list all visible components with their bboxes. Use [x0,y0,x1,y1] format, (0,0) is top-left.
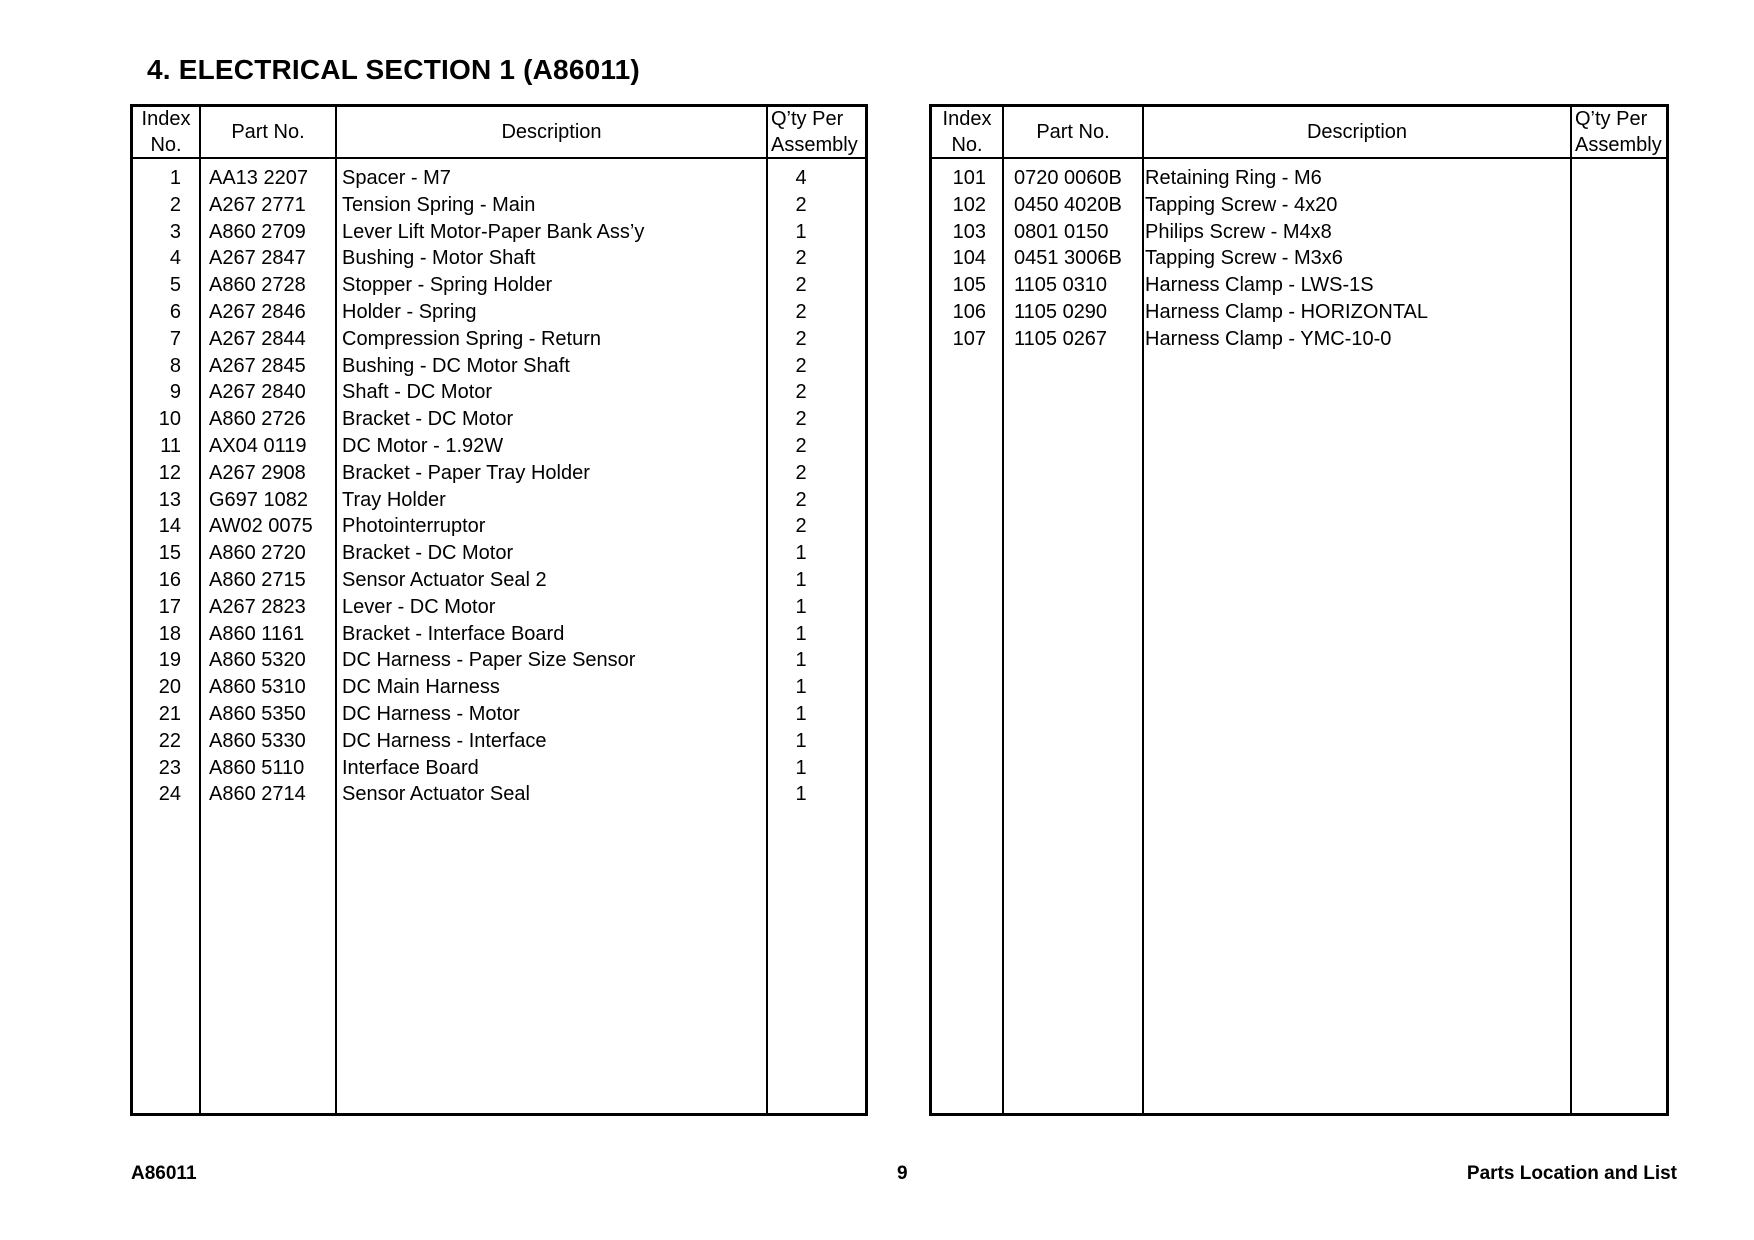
index-cell: 22 [158,729,181,752]
qty-cell: 2 [795,354,807,377]
part-no-cell: A267 2823 [209,595,306,618]
table-row [133,192,865,219]
table-row [133,755,865,782]
index-cell: 5 [169,274,181,297]
qty-cell: 1 [795,622,807,645]
header-index: Index No. [942,108,992,156]
table-row [932,245,1666,272]
part-no-cell: A860 2715 [209,568,306,591]
description-cell: Bracket - DC Motor [342,542,514,565]
qty-cell: 2 [795,461,807,484]
part-no-cell: A860 2714 [209,783,306,806]
qty-cell: 2 [795,408,807,431]
part-no-cell: A267 2771 [209,193,306,216]
index-cell: 10 [158,408,181,431]
table-row [133,513,865,540]
part-no-cell: AX04 0119 [209,434,307,457]
qty-cell: 1 [795,568,807,591]
part-no-cell: A860 1161 [209,622,305,645]
index-cell: 103 [952,220,986,243]
table-row [133,594,865,621]
description-cell: Spacer - M7 [342,167,451,189]
description-cell: Shaft - DC Motor [342,381,493,404]
qty-cell: 2 [795,193,807,216]
part-no-cell: 1105 0267 [1014,327,1108,350]
qty-cell: 1 [795,595,807,618]
description-cell: DC Motor - 1.92W [342,434,504,457]
table-row [133,379,865,406]
index-cell: 15 [158,542,181,565]
footer-section-title: Parts Location and List [1466,1163,1677,1184]
part-no-cell: A267 2847 [209,247,306,270]
part-no-cell: A267 2844 [209,327,306,350]
qty-cell: 1 [795,649,807,672]
table-row [133,567,865,594]
qty-cell: 1 [795,220,807,243]
description-cell: Tapping Screw - M3x6 [1145,247,1343,270]
index-cell: 20 [158,676,181,699]
description-cell: Compression Spring - Return [342,327,601,350]
index-cell: 6 [169,300,181,323]
description-cell: Lever Lift Motor-Paper Bank Ass’y [342,220,645,243]
index-cell: 7 [169,327,181,350]
part-no-cell: A860 2726 [209,408,306,431]
description-cell: DC Harness - Paper Size Sensor [342,649,636,672]
index-cell: 2 [169,193,181,216]
table-row [133,674,865,701]
header-qty: Q’ty Per Assembly [1575,108,1662,156]
index-cell: 105 [952,274,986,297]
index-cell: 4 [169,247,181,270]
table-row [133,781,865,808]
part-no-cell: A267 2846 [209,300,306,323]
description-cell: Tray Holder [342,488,446,511]
header-description: Description [1306,121,1408,143]
table-row [133,406,865,433]
description-cell: Harness Clamp - HORIZONTAL [1145,300,1429,323]
part-no-cell: G697 1082 [209,488,308,511]
description-cell: Sensor Actuator Seal 2 [342,568,547,591]
table-row [133,540,865,567]
qty-cell: 2 [795,381,807,404]
qty-cell: 1 [795,702,807,725]
index-cell: 23 [158,756,181,779]
part-no-cell: 1105 0310 [1014,274,1108,297]
part-no-cell: A267 2908 [209,461,306,484]
part-no-cell: A860 5320 [209,649,306,672]
table-row [932,165,1666,192]
description-cell: Holder - Spring [342,300,477,323]
part-no-cell: A860 5330 [209,729,306,752]
index-cell: 11 [160,434,181,457]
index-cell: 19 [158,649,181,672]
header-divider [133,157,865,159]
table-row [133,245,865,272]
table-row [133,487,865,514]
part-no-cell: 1105 0290 [1014,300,1108,323]
table-row [133,460,865,487]
index-cell: 101 [952,167,986,189]
table-row [133,326,865,353]
parts-table-left [130,104,868,1116]
description-cell: Stopper - Spring Holder [342,274,553,297]
table-row [133,272,865,299]
part-no-cell: AW02 0075 [209,515,313,538]
description-cell: Bracket - DC Motor [342,408,514,431]
table-row [133,299,865,326]
table-row [932,272,1666,299]
index-cell: 16 [158,568,181,591]
index-cell: 107 [952,327,986,350]
qty-cell: 1 [795,783,807,806]
index-cell: 24 [158,783,181,806]
index-cell: 3 [169,220,181,243]
part-no-cell: 0720 0060B [1014,167,1122,189]
parts-table-right [929,104,1669,1116]
footer-page-number: 9 [897,1163,908,1184]
qty-cell: 2 [795,300,807,323]
description-cell: Bushing - DC Motor Shaft [342,354,570,377]
description-cell: Interface Board [342,756,479,779]
part-no-cell: A860 2728 [209,274,306,297]
index-cell: 104 [952,247,986,270]
qty-cell: 2 [795,274,807,297]
part-no-cell: A860 5350 [209,702,306,725]
description-cell: Philips Screw - M4x8 [1145,220,1332,243]
part-no-cell: A267 2840 [209,381,306,404]
table-row [133,621,865,648]
rows-left [133,165,865,808]
part-no-cell: 0451 3006B [1014,247,1122,270]
qty-cell: 2 [795,488,807,511]
part-no-cell: 0801 0150 [1014,220,1109,243]
description-cell: DC Main Harness [342,676,500,699]
part-no-cell: AA13 2207 [209,167,308,189]
index-cell: 14 [158,515,181,538]
part-no-cell: A267 2845 [209,354,306,377]
qty-cell: 2 [795,247,807,270]
rows-right [932,165,1666,353]
page-title: 4. ELECTRICAL SECTION 1 (A86011) [147,54,640,85]
description-cell: Lever - DC Motor [342,595,496,618]
qty-cell: 1 [795,542,807,565]
header-description: Description [501,121,602,143]
table-row [932,219,1666,246]
header-part-no: Part No. [231,121,305,143]
description-cell: Photointerruptor [342,515,486,538]
index-cell: 106 [952,300,986,323]
index-cell: 12 [158,461,181,484]
index-cell: 18 [158,622,181,645]
table-row [133,353,865,380]
table-row [133,647,865,674]
index-cell: 13 [158,488,181,511]
description-cell: Bracket - Paper Tray Holder [342,461,590,484]
part-no-cell: A860 5110 [209,756,305,779]
qty-cell: 1 [795,729,807,752]
header-index: Index No. [141,108,191,156]
description-cell: Sensor Actuator Seal [342,783,530,806]
description-cell: Harness Clamp - LWS-1S [1145,274,1374,297]
qty-cell: 2 [795,434,807,457]
description-cell: Bushing - Motor Shaft [342,247,536,270]
description-cell: Retaining Ring - M6 [1145,167,1322,189]
description-cell: Tapping Screw - 4x20 [1145,193,1338,216]
index-cell: 21 [158,702,181,725]
header-divider [932,157,1666,159]
description-cell: DC Harness - Interface [342,729,547,752]
part-no-cell: A860 2709 [209,220,306,243]
description-cell: Tension Spring - Main [342,193,536,216]
table-row [932,192,1666,219]
index-cell: 9 [169,381,181,404]
table-row [133,165,865,192]
table-row [133,219,865,246]
part-no-cell: 0450 4020B [1014,193,1122,216]
qty-cell: 4 [795,167,807,189]
index-cell: 17 [158,595,181,618]
table-row [133,701,865,728]
footer-doc-code: A86011 [131,1163,197,1184]
description-cell: Bracket - Interface Board [342,622,565,645]
part-no-cell: A860 5310 [209,676,306,699]
qty-cell: 2 [795,327,807,350]
header-qty: Q’ty Per Assembly [771,108,858,156]
part-no-cell: A860 2720 [209,542,306,565]
index-cell: 8 [169,354,181,377]
qty-cell: 2 [795,515,807,538]
description-cell: DC Harness - Motor [342,702,520,725]
qty-cell: 1 [795,756,807,779]
index-cell: 102 [952,193,986,216]
table-row [932,326,1666,353]
table-row [932,299,1666,326]
table-row [133,728,865,755]
description-cell: Harness Clamp - YMC-10-0 [1145,327,1392,350]
qty-cell: 1 [795,676,807,699]
index-cell: 1 [169,167,181,189]
header-part-no: Part No. [1036,121,1110,143]
table-row [133,433,865,460]
